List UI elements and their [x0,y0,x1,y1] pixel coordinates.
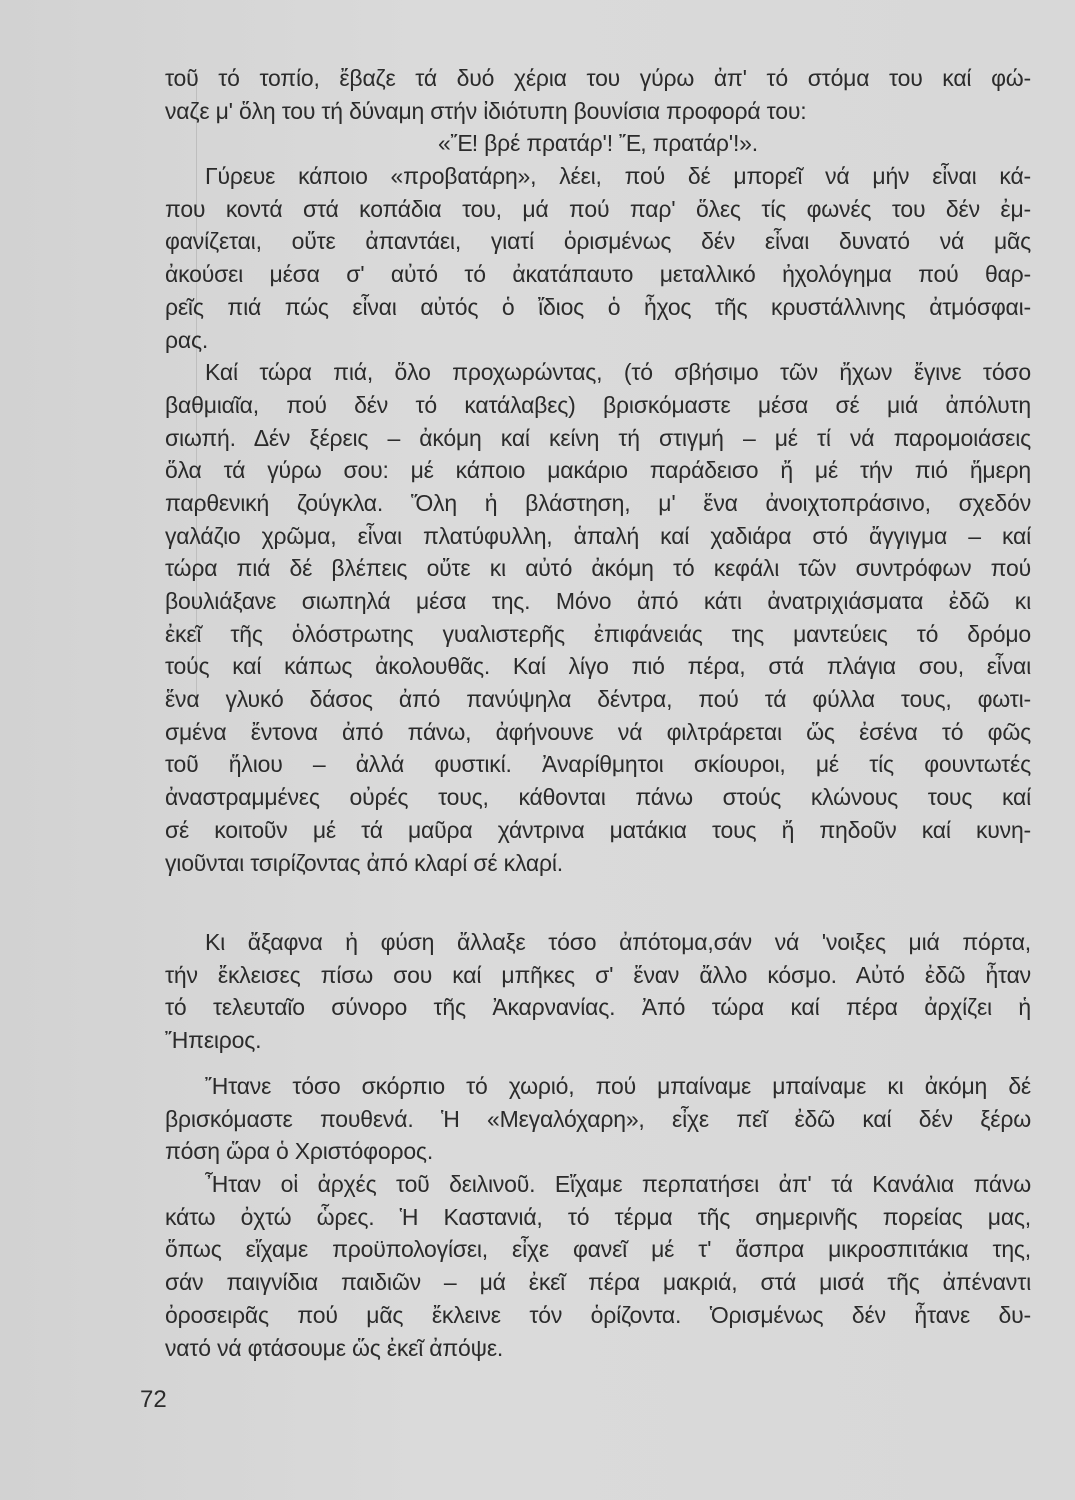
text-line: τοῦ ἥλιου – ἀλλά φυστικί. Ἀναρίθμητοι σκίουροι, μέ τίς φουντωτές [165,751,1031,778]
text-line: Ἤπειρος. [165,1027,262,1054]
text-line: τώρα πιά δέ βλέπεις οὔτε κι αὐτό ἀκόμη τό κεφάλι τῶν συντρόφων πού [165,555,1031,582]
paragraph [165,356,1031,879]
paragraph [165,1070,1031,1168]
text-block-middle [165,926,1031,1057]
text-line: ρας. [165,326,209,353]
text-line: νατό νά φτάσουμε ὥς ἐκεῖ ἀπόψε. [165,1334,504,1361]
text-line: σέ κοιτοῦν μέ τά μαῦρα χάντρινα ματάκια τους ἤ πηδοῦν καί κυνη- [165,816,1031,843]
text-line: Ἤτανε τόσο σκόρπιο τό χωριό, πού μπαίναμε μπαίναμε κι ἀκόμη δέ [205,1073,1031,1099]
text-block-bottom [165,1070,1031,1364]
text-line: σμένα ἔντονα ἀπό πάνω, ἀφήνουνε νά φιλτράρεται ὥς ἐσένα τό φῶς [165,718,1031,745]
text-line: σιωπή. Δέν ξέρεις – ἀκόμη καί κείνη τή στιγμή – μέ τί νά παρομοιάσεις [165,424,1031,451]
text-line: ἀναστραμμένες οὐρές τους, κάθονται πάνω στούς κλώνους τους καί [165,784,1031,811]
text-line: πόση ὥρα ὁ Χριστόφορος. [165,1138,434,1165]
text-line: τό τελευταῖο σύνορο τῆς Ἀκαρνανίας. Ἀπό τώρα καί πέρα ἀρχίζει ἡ [165,994,1031,1021]
text-line: γαλάζιο χρῶμα, εἶναι πλατύφυλλη, ἁπαλή καί χαδιάρα στό ἄγγιγμα – καί [165,522,1031,549]
text-line: ἐκεῖ τῆς ὁλόστρωτης γυαλιστερῆς ἐπιφάνειάς της μαντεύεις τό δρόμο [165,620,1031,647]
paragraph [165,926,1031,1057]
text-line: ρεῖς πιά πώς εἶναι αὐτός ὁ ἴδιος ὁ ἦχος τῆς κρυστάλλινης ἀτμόσφαι- [165,293,1031,320]
text-line: «Ἔ! βρέ πρατάρ'! Ἔ, πρατάρ'!». [438,130,758,157]
text-line: φανίζεται, οὔτε ἀπαντάει, γιατί ὁρισμένως δέν εἶναι δυνατό νά μᾶς [165,228,1031,255]
paragraph [165,127,1031,160]
paragraph [165,1168,1031,1364]
text-line: βαθμιαῖα, πού δέν τό κατάλαβες) βρισκόμαστε μέσα σέ μιά ἀπόλυτη [165,391,1031,418]
text-line: τούς καί κάπως ἀκολουθᾶς. Καί λίγο πιό πέρα, στά πλάγια σου, εἶναι [165,653,1031,680]
text-line: σάν παιγνίδια παιδιῶν – μά ἐκεῖ πέρα μακριά, στά μισά τῆς ἀπέναντι [165,1269,1031,1296]
text-block-top [165,62,1031,879]
paragraph [165,160,1031,356]
text-line: γιοῦνται τσιρίζοντας ἀπό κλαρί σέ κλαρί. [165,849,563,876]
page-number: 72 [140,1386,167,1413]
text-line: ἀκούσει μέσα σ' αὐτό τό ἀκατάπαυτο μεταλλικό ἠχολόγημα πού θαρ- [165,261,1031,288]
paragraph [165,62,1031,127]
text-line: βουλιάξανε σιωπηλά μέσα της. Μόνο ἀπό κάτι ἀνατριχιάσματα ἐδῶ κι [165,588,1031,614]
text-line: ἕνα γλυκό δάσος ἀπό πανύψηλα δέντρα, πού τά φύλλα τους, φωτι- [165,686,1031,713]
text-line: ὀροσειρᾶς πού μᾶς ἔκλεινε τόν ὁρίζοντα. Ὁρισμένως δέν ἦτανε δυ- [165,1301,1031,1328]
text-line: Γύρευε κάποιο «προβατάρη», λέει, πού δέ μπορεῖ νά μήν εἶναι κά- [205,163,1031,190]
text-line: Καί τώρα πιά, ὅλο προχωρώντας, (τό σβήσιμο τῶν ἤχων ἔγινε τόσο [205,359,1031,386]
text-line: ναζε μ' ὅλη του τή δύναμη στήν ἰδιότυπη βουνίσια προφορά του: [165,97,807,124]
text-line: Ἦταν οἱ ἀρχές τοῦ δειλινοῦ. Εἴχαμε περπατήσει ἀπ' τά Κανάλια πάνω [205,1171,1031,1198]
text-line: ὅλα τά γύρω σου: μέ κάποιο μακάριο παράδεισο ἤ μέ τήν πιό ἥμερη [165,457,1031,484]
text-line: βρισκόμαστε πουθενά. Ἡ «Μεγαλόχαρη», εἶχε πεῖ ἐδῶ καί δέν ξέρω [165,1105,1031,1132]
text-line: ὅπως εἴχαμε προϋπολογίσει, εἶχε φανεῖ μέ τ' ἄσπρα μικροσπιτάκια της, [165,1236,1031,1263]
text-line: τήν ἔκλεισες πίσω σου καί μπῆκες σ' ἕναν ἄλλο κόσμο. Αὐτό ἐδῶ ἦταν [165,961,1031,988]
text-line: παρθενική ζούγκλα. Ὅλη ἡ βλάστηση, μ' ἕνα ἀνοιχτοπράσινο, σχεδόν [165,489,1031,516]
text-line: τοῦ τό τοπίο, ἔβαζε τά δυό χέρια του γύρω ἀπ' τό στόμα του καί φώ- [165,65,1031,91]
text-line: Κι ἄξαφνα ἡ φύση ἄλλαξε τόσο ἀπότομα,σάν νά 'νοιξες μιά πόρτα, [205,929,1031,955]
text-line: κάτω ὀχτώ ὧρες. Ἡ Καστανιά, τό τέρμα τῆς σημερινῆς πορείας μας, [165,1203,1031,1230]
text-line: που κοντά στά κοπάδια του, μά πού παρ' ὅλες τίς φωνές του δέν ἐμ- [165,195,1031,222]
